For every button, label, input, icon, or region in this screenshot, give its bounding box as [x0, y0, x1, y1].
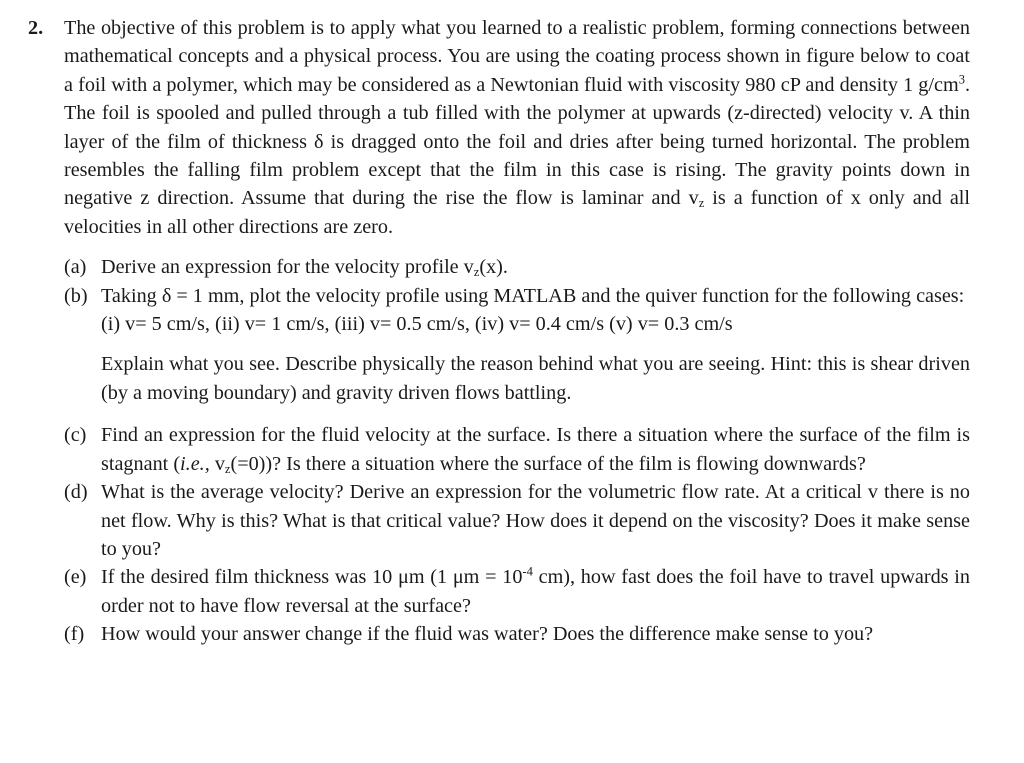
part-c — [64, 421, 970, 478]
problem-number: 2. — [28, 17, 44, 39]
part-e-text: If the desired film thickness was 10 μm (1 $\mu m = 10^{-4}$ cm), how fast does the foil have to travel upwards in order not to have flow reversal at the surface? — [101, 564, 970, 617]
part-d-label: (d) — [64, 481, 88, 504]
part-a-label: (a) — [64, 256, 87, 279]
problem-2 — [28, 14, 970, 649]
part-a-text: Derive an expression for the velocity profile $v_z(x)$. — [101, 256, 508, 280]
part-a — [64, 253, 970, 281]
part-b-label: (b) — [64, 284, 88, 307]
part-b-cases: (i) v= 5 cm/s, (ii) v= 1 cm/s, (iii) v= 0.5 cm/s, (iv) v= 0.4 cm/s (v) v= 0.3 cm/s — [101, 313, 733, 336]
part-f-label: (f) — [64, 623, 85, 646]
part-b — [64, 282, 970, 310]
part-c-text: Find an expression for the fluid velocity at the surface. Is there a situation where the surface of the film is stagnant (i.e., $v_z(=0)$)? Is there a situation where the surface of the film is flowing downwards? — [101, 424, 970, 476]
problem-parts — [64, 253, 970, 648]
part-f-text: How would your answer change if the fluid was water? Does the difference make sense to you? — [101, 623, 874, 646]
part-b-explain: Explain what you see. Describe physically the reason behind what you are seeing. Hint: this is shear driven (by a moving boundary) and gravity driven flows battling. — [101, 353, 970, 404]
problem-intro — [28, 14, 970, 241]
part-e — [64, 563, 970, 620]
part-e-label: (e) — [64, 566, 87, 589]
part-c-label: (c) — [64, 424, 87, 447]
part-f — [64, 620, 970, 648]
part-d — [64, 478, 970, 563]
problem-statement: The objective of this problem is to apply what you learned to a realistic problem, forming connections between mathematical concepts and a physical process. You are using the coating process shown in figure below to coat a foil with a polymer, which may be considered as a Newtonian fluid with viscosity 980 cP and density 1 $g/cm^3$. The foil is spooled and pulled through a tub filled with the polymer at upwards (z-directed) velocity v. A thin layer of the film of thickness δ is dragged onto the foil and dries after being turned horizontal. The problem resembles the falling film problem except that the film in this case is rising. The gravity points down in negative z direction. Assume that during the rise the flow is laminar and $v_z$ is a function of x only and all velocities in all other directions are zero. — [64, 17, 970, 238]
part-b-text: Taking δ = 1 mm, plot the velocity profile using MATLAB and the quiver function for the following cases: — [101, 284, 965, 307]
part-d-text: What is the average velocity? Derive an expression for the volumetric flow rate. At a critical v there is no net flow. Why is this? What is that critical value? How does it depend on the viscosity? Does it make sense to you? — [101, 481, 970, 560]
